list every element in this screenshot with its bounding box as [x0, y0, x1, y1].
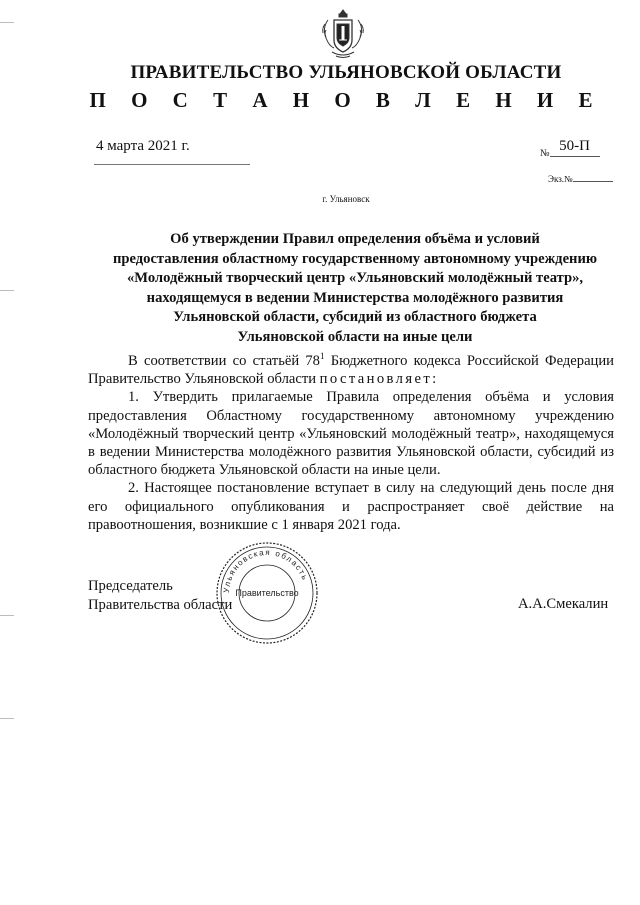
margin-mark [0, 615, 14, 616]
document-body [88, 352, 614, 534]
heading-line: Ульяновской области на иные цели [237, 328, 473, 345]
copy-label: Экз.№ [548, 174, 573, 184]
stamp-ring-text: Ульяновская область [221, 547, 310, 594]
document-number [540, 138, 600, 157]
intro-text: В соответствии со статьёй 78 [128, 353, 320, 369]
margin-mark [0, 22, 14, 23]
number-sign: № [540, 148, 550, 159]
position-line: Правительства области [88, 597, 233, 613]
document-type: П О С Т А Н О В Л Е Н И Е [89, 88, 603, 112]
resolution-verb: постановляет [319, 371, 433, 388]
document-date: 4 марта 2021 г. [96, 138, 190, 154]
intro-paragraph [88, 352, 614, 388]
stamp-center-text: Правительство [235, 588, 299, 598]
intro-colon: : [432, 371, 437, 388]
coat-of-arms-icon [318, 6, 368, 62]
margin-mark [0, 290, 14, 291]
copy-number [548, 174, 613, 184]
official-stamp-icon [214, 540, 320, 646]
margin-mark [0, 718, 14, 719]
heading-line: «Молодёжный творческий центр «Ульяновский молодёжный театр», [126, 270, 584, 286]
heading-line: предоставления областному государственному автономному учреждению [112, 250, 598, 267]
intro-text-cont: Бюджетного кодекса Российской Федерации Правительство Ульяновской области [88, 353, 614, 388]
copy-underline [573, 181, 613, 182]
document-heading [96, 230, 614, 347]
date-underline [94, 164, 250, 165]
heading-line: находящемуся в ведении Министерства молодёжного развития [146, 289, 564, 306]
article-superscript: 1 [319, 351, 325, 362]
number-value: 50-П [550, 138, 600, 157]
item-2-paragraph: 2. Настоящее постановление вступает в силу на следующий день после дня его официального опубликования и распространяет своё действие на правоотношения, возникшие с 1 января 2021 года. [88, 480, 614, 533]
heading-line: Ульяновской области, субсидий из областного бюджета [173, 309, 537, 325]
city-name: г. Ульяновск [322, 194, 370, 204]
signatory-name: А.А.Смекалин [518, 596, 609, 612]
signatory-position [88, 577, 232, 615]
position-line: Председатель [88, 578, 173, 594]
item-1-paragraph: 1. Утвердить прилагаемые Правила определения объёма и условия предоставления Областному государственному автономному учреждению «Молодёжный творческий центр «Ульяновский молодёжный театр», находящемуся в ведении Министерства молодёжного развития Ульяновской области, субсидий из областного бюджета Ульяновской области на иные цели. [88, 389, 614, 479]
heading-line: Об утверждении Правил определения объёма и условий [170, 231, 540, 247]
government-title: ПРАВИТЕЛЬСТВО УЛЬЯНОВСКОЙ ОБЛАСТИ [130, 62, 562, 83]
